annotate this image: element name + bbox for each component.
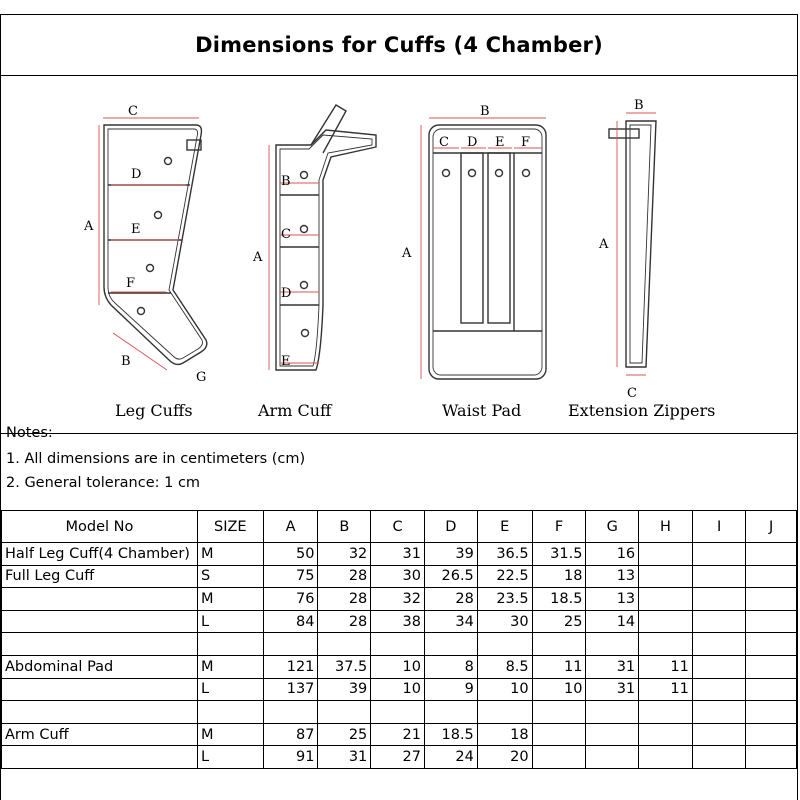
table-row [2, 633, 797, 656]
dimension-cell: 76 [263, 588, 318, 611]
dimension-cell: 23.5 [477, 588, 532, 611]
svg-text:C: C [281, 227, 291, 242]
dimension-cell: 39 [424, 543, 477, 566]
waist-pad-drawing [429, 125, 546, 379]
dimension-cell: 39 [318, 678, 371, 701]
header-b: B [318, 511, 371, 543]
dimension-cell: 32 [318, 543, 371, 566]
svg-text:E: E [281, 354, 291, 369]
svg-text:D: D [281, 286, 292, 301]
dimension-cell [692, 746, 746, 769]
svg-text:C: C [627, 386, 637, 401]
svg-text:E: E [495, 135, 505, 150]
dimension-cell: 18 [532, 565, 586, 588]
svg-text:A: A [402, 246, 412, 261]
dimension-cell [692, 565, 746, 588]
dimension-cell: 28 [424, 588, 477, 611]
dimension-cell: 14 [586, 610, 639, 633]
dimension-cell: 28 [318, 610, 371, 633]
dimension-cell [318, 633, 371, 656]
svg-text:D: D [131, 167, 142, 182]
dimension-cell [424, 633, 477, 656]
dimension-cell [746, 565, 797, 588]
svg-text:B: B [281, 174, 291, 189]
dimension-cell [692, 678, 746, 701]
dimension-cell [692, 701, 746, 724]
size-cell [197, 701, 263, 724]
dimension-cell: 20 [477, 746, 532, 769]
header-a: A [263, 511, 318, 543]
dimension-cell [586, 746, 639, 769]
arm-cuff-drawing [276, 105, 376, 370]
svg-text:C: C [439, 135, 449, 150]
dimension-cell: 8 [424, 655, 477, 678]
dimension-cell [586, 701, 639, 724]
header-f: F [532, 511, 586, 543]
dimension-cell [692, 543, 746, 566]
dimension-cell: 10 [371, 655, 425, 678]
extension-zipper-drawing [609, 121, 656, 367]
dimension-cell [263, 633, 318, 656]
note-item: 2. General tolerance: 1 cm [6, 475, 201, 491]
dimension-cell [586, 633, 639, 656]
header-d: D [424, 511, 477, 543]
dimension-cell: 27 [371, 746, 425, 769]
svg-text:C: C [128, 104, 138, 119]
dimension-cell: 31 [318, 746, 371, 769]
size-cell: L [197, 678, 263, 701]
dimension-cell: 13 [586, 588, 639, 611]
dimension-cell [746, 701, 797, 724]
model-cell [2, 701, 198, 724]
dimension-cell: 31.5 [532, 543, 586, 566]
header-j: J [746, 511, 797, 543]
dimension-cell: 38 [371, 610, 425, 633]
header-i: I [692, 511, 746, 543]
dimension-cell [424, 701, 477, 724]
table-row [2, 655, 797, 678]
dimension-cell: 31 [586, 655, 639, 678]
dimension-cell [692, 633, 746, 656]
header-e: E [477, 511, 532, 543]
dimension-cell [746, 746, 797, 769]
dimension-cell: 10 [477, 678, 532, 701]
model-cell: Full Leg Cuff [2, 565, 198, 588]
page-title: Dimensions for Cuffs (4 Chamber) [195, 33, 603, 57]
svg-text:B: B [480, 104, 490, 119]
dimension-cell [639, 565, 693, 588]
table-row [2, 543, 797, 566]
dimension-cell: 84 [263, 610, 318, 633]
dimension-cell: 91 [263, 746, 318, 769]
leg-cuff-drawing [104, 125, 207, 364]
dimension-cell [639, 701, 693, 724]
dimension-cell: 34 [424, 610, 477, 633]
dimension-cell [746, 543, 797, 566]
header-h: H [639, 511, 693, 543]
dimension-cell: 28 [318, 565, 371, 588]
size-cell: M [197, 723, 263, 746]
svg-text:A: A [253, 250, 263, 265]
dimension-cell: 9 [424, 678, 477, 701]
dimension-cell: 137 [263, 678, 318, 701]
dimension-cell [746, 655, 797, 678]
table-row [2, 678, 797, 701]
dimension-cell: 11 [532, 655, 586, 678]
dimension-cell: 25 [532, 610, 586, 633]
dimension-cell: 30 [371, 565, 425, 588]
dimension-cell: 32 [371, 588, 425, 611]
dimension-cell: 24 [424, 746, 477, 769]
dimension-cell: 30 [477, 610, 532, 633]
notes-section [1, 425, 797, 510]
note-item: 1. All dimensions are in centimeters (cm) [6, 451, 306, 467]
dimension-cell [639, 543, 693, 566]
dimension-cell: 8.5 [477, 655, 532, 678]
dimension-cell [639, 588, 693, 611]
dimension-cell: 28 [318, 588, 371, 611]
dimension-cell [318, 701, 371, 724]
arm-cuff-label: Arm Cuff [258, 401, 332, 420]
dimension-cell: 31 [371, 543, 425, 566]
size-cell: M [197, 543, 263, 566]
dimension-cell [532, 746, 586, 769]
dimension-cell [692, 655, 746, 678]
dimension-cell [692, 588, 746, 611]
dimension-cell [371, 701, 425, 724]
model-cell: Half Leg Cuff(4 Chamber) [2, 543, 198, 566]
svg-text:B: B [121, 354, 131, 369]
spec-sheet [0, 14, 798, 800]
dimension-cell [746, 678, 797, 701]
dimension-cell [746, 633, 797, 656]
dimension-cell [532, 723, 586, 746]
drawings-panel [1, 75, 797, 434]
cuff-drawings [1, 75, 799, 433]
dimension-cell: 16 [586, 543, 639, 566]
table-row [2, 701, 797, 724]
dimension-cell [692, 610, 746, 633]
dimension-cell: 10 [371, 678, 425, 701]
dimension-cell: 121 [263, 655, 318, 678]
svg-text:D: D [467, 135, 478, 150]
model-cell: Arm Cuff [2, 723, 198, 746]
dimension-cell: 21 [371, 723, 425, 746]
dimension-cell [477, 633, 532, 656]
table-row [2, 723, 797, 746]
dimension-cell [746, 723, 797, 746]
table-row [2, 565, 797, 588]
model-cell [2, 588, 198, 611]
header-model-no: Model No [2, 511, 198, 543]
dimension-cell [639, 633, 693, 656]
dimension-cell: 50 [263, 543, 318, 566]
dimension-cell [532, 633, 586, 656]
dimension-cell [639, 746, 693, 769]
dimension-cell: 18 [477, 723, 532, 746]
model-cell [2, 678, 198, 701]
table-row [2, 746, 797, 769]
svg-text:B: B [634, 98, 644, 113]
dimension-cell: 25 [318, 723, 371, 746]
svg-text:F: F [126, 276, 136, 291]
header-g: G [586, 511, 639, 543]
size-cell [197, 633, 263, 656]
dimension-cell: 22.5 [477, 565, 532, 588]
dimension-cell: 11 [639, 655, 693, 678]
dimension-cell: 13 [586, 565, 639, 588]
dimension-cell: 75 [263, 565, 318, 588]
dimension-cell [371, 633, 425, 656]
table-row [2, 588, 797, 611]
extension-zippers-label: Extension Zippers [568, 401, 716, 420]
svg-text:A: A [84, 219, 94, 234]
header-c: C [371, 511, 425, 543]
dimension-cell: 18.5 [424, 723, 477, 746]
table-body [2, 543, 797, 769]
notes-heading: Notes: [6, 425, 53, 441]
svg-text:A: A [599, 237, 609, 252]
waist-pad-label: Waist Pad [442, 401, 522, 420]
dimension-cell: 26.5 [424, 565, 477, 588]
svg-text:F: F [521, 135, 531, 150]
dimension-cell: 18.5 [532, 588, 586, 611]
header-size: SIZE [197, 511, 263, 543]
dimension-cell [692, 723, 746, 746]
title-row [1, 15, 797, 76]
svg-text:E: E [131, 222, 141, 237]
size-cell: L [197, 610, 263, 633]
svg-text:G: G [196, 370, 207, 385]
dimension-cell [263, 701, 318, 724]
dimension-cell [532, 701, 586, 724]
table-row [2, 610, 797, 633]
dimension-cell: 11 [639, 678, 693, 701]
size-cell: M [197, 655, 263, 678]
dimension-cell [477, 701, 532, 724]
model-cell [2, 633, 198, 656]
size-cell: S [197, 565, 263, 588]
model-cell: Abdominal Pad [2, 655, 198, 678]
model-cell [2, 746, 198, 769]
dimension-cell: 37.5 [318, 655, 371, 678]
dimension-cell: 31 [586, 678, 639, 701]
dimension-cell: 10 [532, 678, 586, 701]
model-cell [2, 610, 198, 633]
table-header-row [2, 511, 797, 543]
dimension-cell [586, 723, 639, 746]
dimension-cell: 36.5 [477, 543, 532, 566]
dimension-cell [746, 610, 797, 633]
dimension-cell: 87 [263, 723, 318, 746]
dimension-cell [746, 588, 797, 611]
dimension-cell [639, 723, 693, 746]
leg-cuffs-label: Leg Cuffs [115, 401, 193, 420]
size-cell: L [197, 746, 263, 769]
size-cell: M [197, 588, 263, 611]
dimensions-table [1, 510, 797, 769]
dimension-cell [639, 610, 693, 633]
